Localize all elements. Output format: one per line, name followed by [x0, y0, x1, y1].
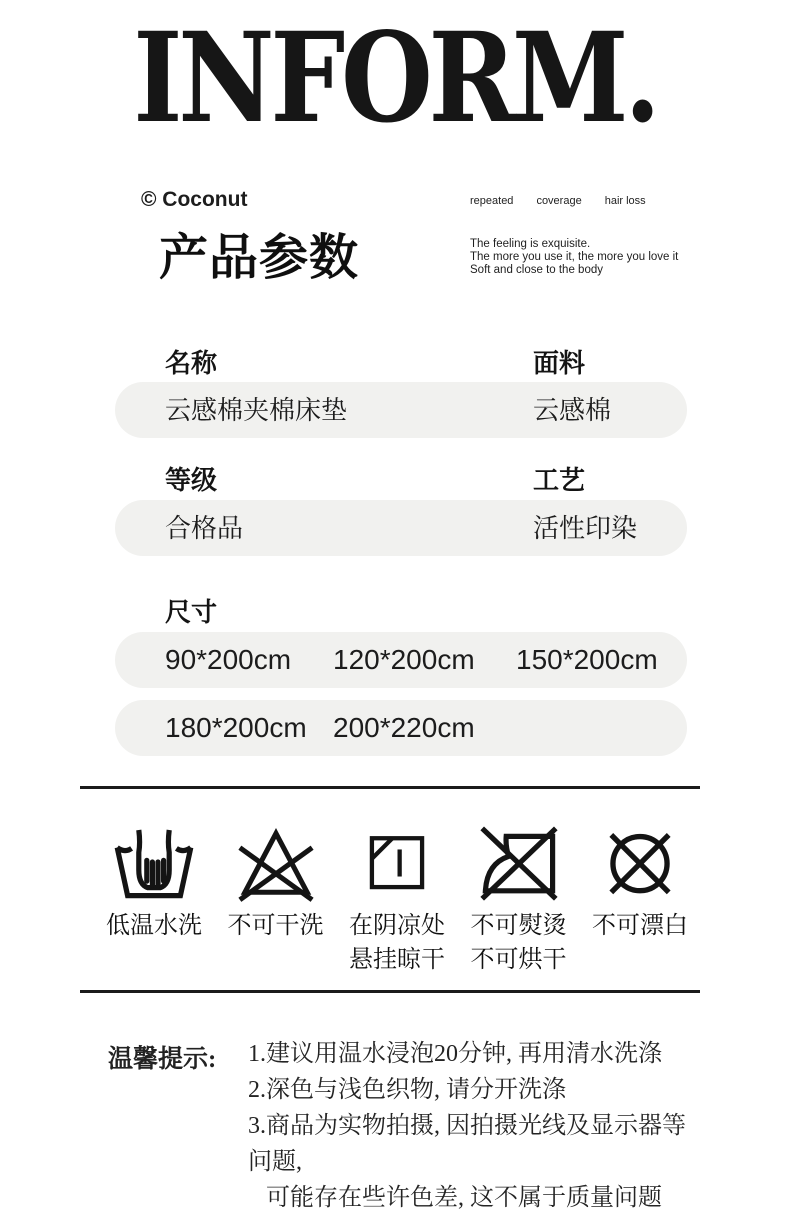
spec-label-size: 尺寸 [165, 597, 218, 627]
brand-logo: © Coconut [141, 188, 248, 211]
care-item [339, 818, 455, 974]
size-value: 120*200cm [333, 644, 475, 675]
tips-line: 可能存在些许色差, 这不属于质量问题 [266, 1185, 662, 1211]
tag: hair loss [604, 195, 646, 207]
care-instructions [96, 818, 698, 974]
care-label: 不可漂白 [592, 912, 688, 939]
spec-value-grade: 合格品 [165, 513, 244, 543]
spec-value-row [115, 382, 687, 438]
care-item [96, 818, 212, 974]
spec-label-craft: 工艺 [533, 465, 586, 495]
spec-value-name: 云感棉夹棉床垫 [165, 395, 348, 425]
care-label: 低温水洗 [106, 912, 202, 939]
tag: coverage [536, 195, 582, 207]
size-value: 200*220cm [333, 712, 475, 743]
size-row-2 [115, 700, 687, 756]
spec-label-grade: 等级 [165, 465, 218, 495]
divider-top [80, 786, 700, 789]
hand-wash-icon [114, 818, 194, 906]
spec-label-row [115, 592, 687, 632]
tips-line: 1.建议用温水浸泡20分钟, 再用清水洗涤 [248, 1041, 662, 1067]
spec-label-row [115, 343, 687, 382]
care-label: 不可熨烫 [470, 912, 567, 939]
tips-line: 3.商品为实物拍摄, 因拍摄光线及显示器等问题, [248, 1113, 686, 1175]
tips-title: 温馨提示: [108, 1046, 217, 1073]
tagline-line: The feeling is exquisite. [470, 238, 591, 250]
tagline [470, 238, 678, 277]
care-item [461, 818, 577, 974]
care-label: 不可烘干 [470, 946, 567, 973]
tips-section [108, 1036, 708, 1216]
size-value: 150*200cm [516, 644, 658, 675]
spec-label-fabric: 面料 [533, 348, 586, 378]
spec-label-row [115, 460, 687, 500]
care-item [582, 818, 698, 974]
spec-label-name: 名称 [165, 348, 218, 378]
tag: repeated [470, 195, 514, 207]
size-row-1 [115, 632, 687, 688]
divider-bottom [80, 990, 700, 993]
care-label: 不可干洗 [227, 912, 324, 939]
shade-hang-dry-icon [364, 818, 430, 906]
care-item [218, 818, 334, 974]
size-value: 90*200cm [165, 644, 292, 675]
tips-list [248, 1036, 708, 1216]
page-title: INFORM. [133, 6, 657, 151]
spec-value-fabric: 云感棉 [533, 395, 612, 425]
no-bleach-icon [599, 818, 681, 906]
care-label: 悬挂晾干 [349, 946, 445, 973]
section-heading: 产品参数 [159, 231, 360, 285]
tagline-line: Soft and close to the body [470, 264, 603, 276]
spec-value-craft: 活性印染 [533, 513, 638, 543]
spec-table [115, 343, 687, 756]
no-iron-no-tumble-icon [479, 818, 559, 906]
tagline-line: The more you use it, the more you love it [470, 251, 679, 263]
care-label: 在阴凉处 [349, 912, 445, 939]
keyword-tags [470, 195, 646, 207]
size-value: 180*200cm [165, 712, 307, 743]
no-dry-clean-icon [234, 818, 318, 906]
spec-value-row [115, 500, 687, 556]
tips-line: 2.深色与浅色织物, 请分开洗涤 [248, 1077, 566, 1103]
